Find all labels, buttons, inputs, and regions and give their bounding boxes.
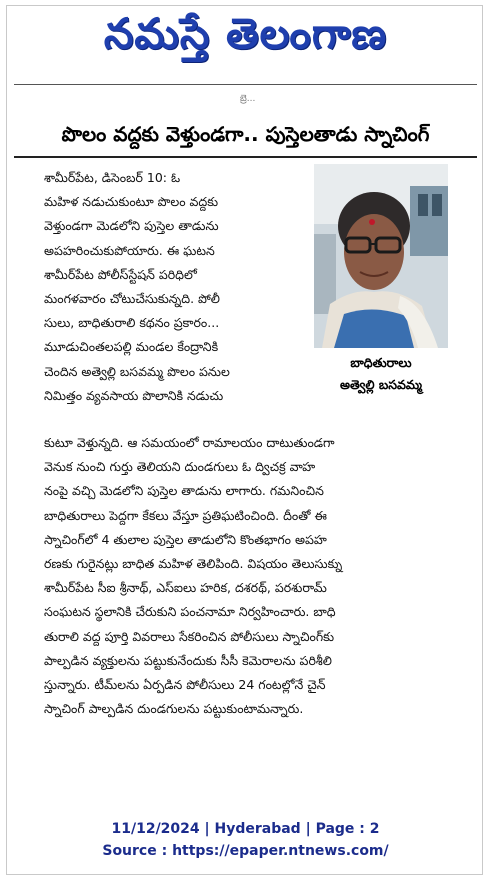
body-line: పాల్పడిన వ్యక్తులను పట్టుకునేందుకు సీసీ కెమెరాలను పరిశీలి bbox=[44, 652, 332, 668]
photo-caption-label: బాధితురాలు bbox=[350, 355, 412, 370]
body-line: వెనుక నుంచి గుర్తు తెలియని దుండగులు ఓ ద్విచక్ర వాహ bbox=[44, 459, 316, 475]
body-line: సంఘటన స్థలానికి చేరుకుని పంచనామా నిర్వహించారు. బాధి bbox=[44, 604, 336, 620]
article-headline: పొలం వద్దకు వెళ్తుండగా.. పుస్తెలతాడు స్నాచింగ్ bbox=[61, 121, 430, 146]
body-line: శామీర్‌పేట సీఐ శ్రీనాథ్, ఎస్‌ఐలు హరిక, దశరథ్, పరశురామ్ bbox=[44, 580, 327, 596]
masthead bbox=[0, 10, 491, 68]
body-line: స్నాచింగ్ పాల్పడిన దుండగులను పట్టుకుంటామన్నారు. bbox=[44, 701, 304, 717]
body-line: బాధితురాలు పెద్దగా కేకలు వేస్తూ ప్రతిఘటించింది. దీంతో ఈ bbox=[44, 507, 327, 523]
body-line: వెళ్తుండగా మెడలోని పుస్తెల తాడును bbox=[44, 218, 219, 234]
body-line: అపహరించుకుపోయారు. ఈ ఘటన bbox=[44, 242, 215, 258]
body-line: నిమిత్తం వ్యవసాయ పొలానికి నడుచు bbox=[44, 387, 224, 403]
section-fragment: బ్రె... bbox=[240, 94, 256, 104]
body-line: కుటూ వెళ్తున్నది. ఆ సమయంలో రామాలయం దాటుతుండగా bbox=[44, 435, 335, 450]
body-line: శామీర్‌పేట పోలీస్‌స్టేషన్ పరిధిలో bbox=[44, 266, 197, 282]
masthead-divider bbox=[14, 84, 477, 85]
body-line: చెందిన అత్వెల్లి బసవమ్మ పొలం పనుల bbox=[44, 363, 230, 379]
body-line: నంపై వచ్చి మెడలోని పుస్తెల తాడును లాగారు. గమనించిన bbox=[44, 483, 324, 499]
body-line: రణకు గురైనట్లు బాధిత మహిళ తెలిపింది. విషయం తెలుసుక్ను bbox=[44, 555, 343, 571]
victim-portrait-image bbox=[314, 164, 448, 348]
footer-source-link[interactable]: Source : https://epaper.ntnews.com/ bbox=[102, 843, 389, 859]
article-body-top bbox=[44, 166, 306, 408]
footer-date-page: 11/12/2024 | Hyderabad | Page : 2 bbox=[111, 821, 380, 837]
body-line: మూడుచింతలపల్లి మండల కేంద్రానికి bbox=[44, 339, 219, 355]
photo-caption bbox=[314, 352, 448, 406]
body-line: సులు, బాధితురాలి కథనం ప్రకారం... bbox=[44, 315, 220, 331]
source-footer bbox=[0, 818, 491, 862]
body-line: మహిళ నడుచుకుంటూ పొలం వద్దకు bbox=[44, 194, 219, 210]
body-line: మంగళవారం చోటుచేసుకున్నది. పోలీ bbox=[44, 290, 220, 306]
photo-caption-name: అత్వెల్లి బసవమ్మ bbox=[339, 377, 423, 392]
body-line: స్తున్నారు. టీమ్‌లను ఏర్పడిన పోలీసులు 24 గంటల్లోనే చైన్ bbox=[44, 676, 326, 692]
headline-divider bbox=[14, 156, 477, 158]
body-line: స్నాచింగ్‌లో 4 తులాల పుస్తెల తాడులోని కొంతభాగం అపహ bbox=[44, 531, 327, 547]
masthead-title: నమస్తే తెలంగాణ bbox=[103, 9, 388, 58]
body-line: తురాలి వద్ద పూర్తి వివరాలు సేకరించిన పోలీసులు స్నాచింగ్‌కు bbox=[44, 628, 335, 644]
victim-photo bbox=[314, 164, 448, 348]
article-body-bottom bbox=[44, 431, 464, 721]
body-line: శామీర్‌పేట, డిసెంబర్ 10: ఓ bbox=[44, 170, 181, 185]
